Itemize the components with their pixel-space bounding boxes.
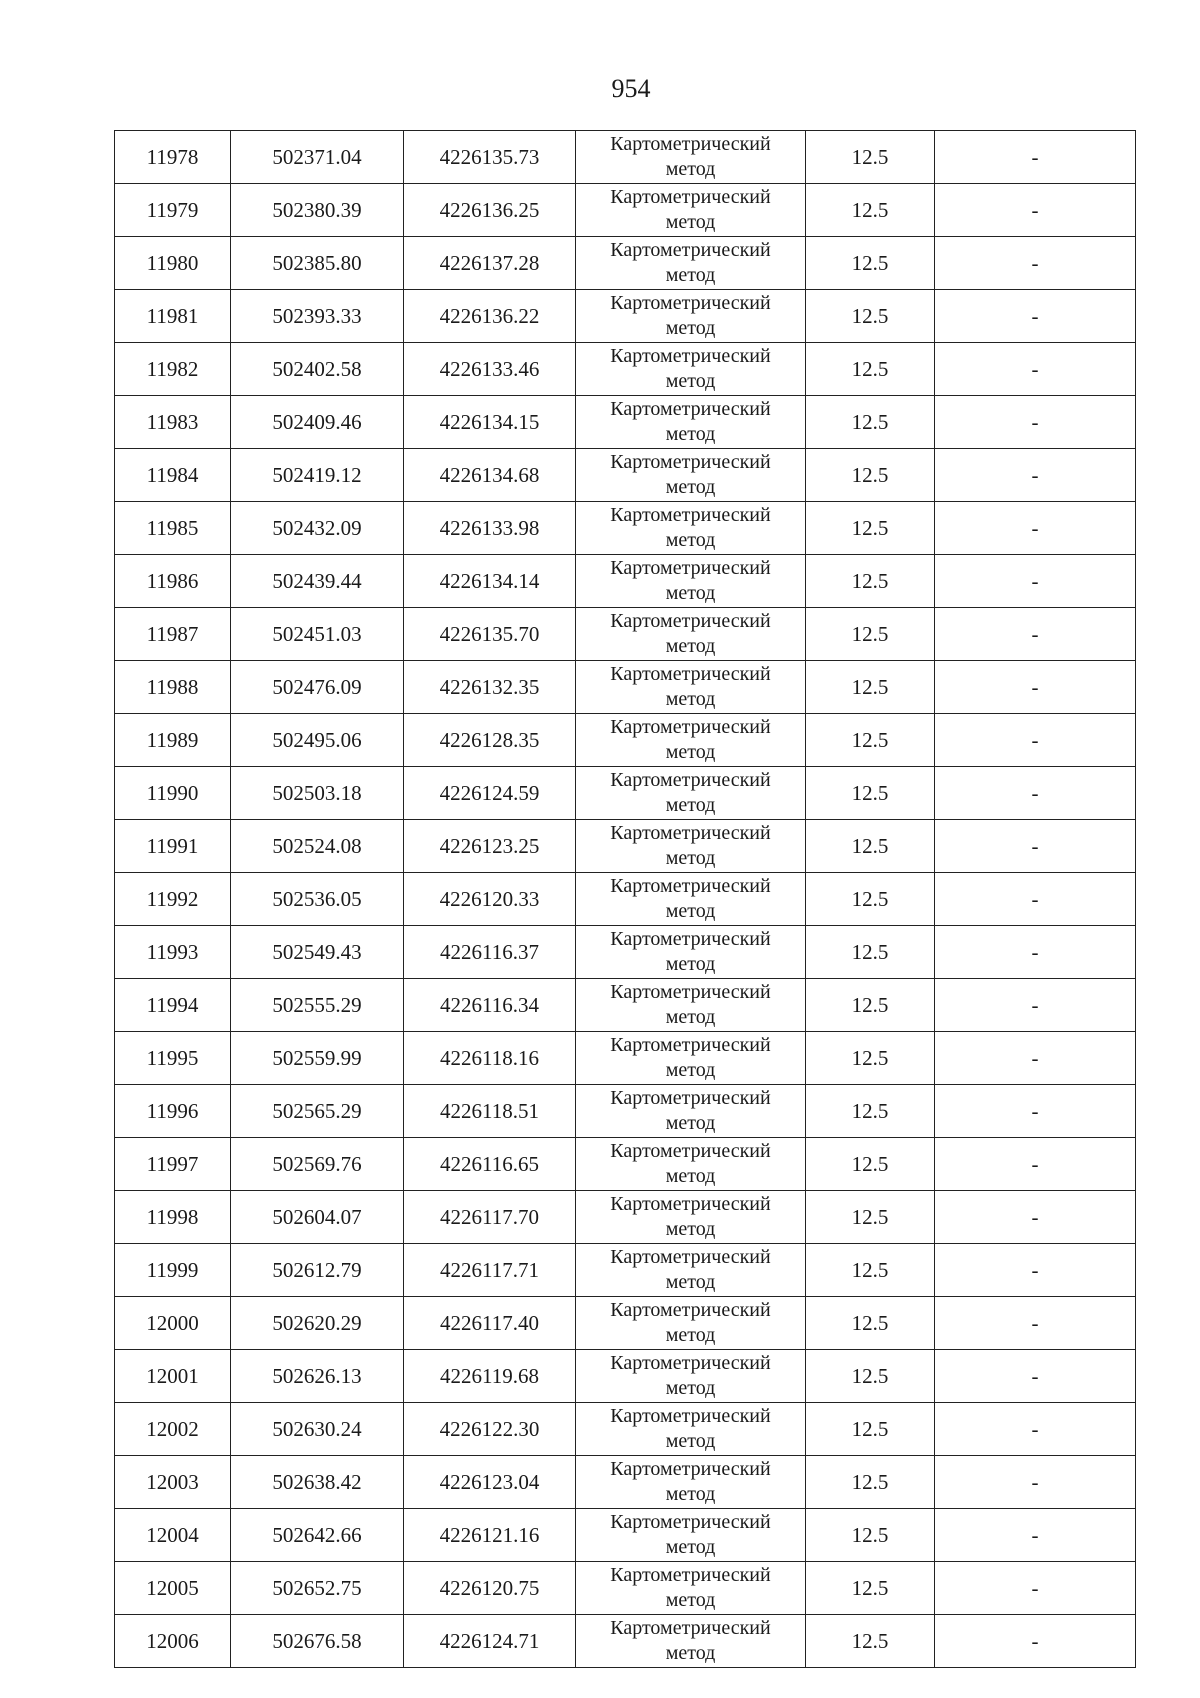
method-line-2: метод bbox=[665, 1058, 716, 1081]
table-row bbox=[115, 1456, 1136, 1509]
x-coordinate-cell: 502638.42 bbox=[231, 1456, 404, 1509]
accuracy-cell: 12.5 bbox=[806, 290, 935, 343]
accuracy-cell: 12.5 bbox=[806, 502, 935, 555]
method-line-1: Картометрический bbox=[610, 238, 771, 261]
method-line-1: Картометрический bbox=[610, 185, 771, 208]
method-cell bbox=[576, 290, 806, 343]
method-line-2: метод bbox=[665, 793, 716, 816]
y-coordinate-cell: 4226120.75 bbox=[404, 1562, 576, 1615]
point-number-cell: 11980 bbox=[115, 237, 231, 290]
method-cell bbox=[576, 1562, 806, 1615]
accuracy-cell: 12.5 bbox=[806, 926, 935, 979]
method-line-1: Картометрический bbox=[610, 715, 771, 738]
note-cell: - bbox=[935, 290, 1136, 343]
note-cell: - bbox=[935, 820, 1136, 873]
x-coordinate-cell: 502380.39 bbox=[231, 184, 404, 237]
note-cell: - bbox=[935, 979, 1136, 1032]
table-row bbox=[115, 767, 1136, 820]
point-number-cell: 11984 bbox=[115, 449, 231, 502]
note-cell: - bbox=[935, 1032, 1136, 1085]
y-coordinate-cell: 4226118.16 bbox=[404, 1032, 576, 1085]
method-line-1: Картометрический bbox=[610, 344, 771, 367]
table-row bbox=[115, 926, 1136, 979]
method-line-2: метод bbox=[665, 846, 716, 869]
x-coordinate-cell: 502439.44 bbox=[231, 555, 404, 608]
method-cell bbox=[576, 767, 806, 820]
method-cell bbox=[576, 1615, 806, 1668]
method-line-2: метод bbox=[665, 1429, 716, 1452]
accuracy-cell: 12.5 bbox=[806, 1085, 935, 1138]
y-coordinate-cell: 4226135.70 bbox=[404, 608, 576, 661]
x-coordinate-cell: 502626.13 bbox=[231, 1350, 404, 1403]
method-line-2: метод bbox=[665, 581, 716, 604]
table-row bbox=[115, 1138, 1136, 1191]
note-cell: - bbox=[935, 1509, 1136, 1562]
note-cell: - bbox=[935, 714, 1136, 767]
x-coordinate-cell: 502393.33 bbox=[231, 290, 404, 343]
table-row bbox=[115, 290, 1136, 343]
note-cell: - bbox=[935, 608, 1136, 661]
point-number-cell: 11987 bbox=[115, 608, 231, 661]
method-cell bbox=[576, 184, 806, 237]
accuracy-cell: 12.5 bbox=[806, 1138, 935, 1191]
method-cell bbox=[576, 502, 806, 555]
y-coordinate-cell: 4226137.28 bbox=[404, 237, 576, 290]
table-row bbox=[115, 449, 1136, 502]
y-coordinate-cell: 4226123.04 bbox=[404, 1456, 576, 1509]
table-row bbox=[115, 714, 1136, 767]
note-cell: - bbox=[935, 926, 1136, 979]
method-cell bbox=[576, 1032, 806, 1085]
method-line-1: Картометрический bbox=[610, 1192, 771, 1215]
method-line-1: Картометрический bbox=[610, 503, 771, 526]
point-number-cell: 12003 bbox=[115, 1456, 231, 1509]
method-line-1: Картометрический bbox=[610, 1298, 771, 1321]
method-cell bbox=[576, 555, 806, 608]
accuracy-cell: 12.5 bbox=[806, 1032, 935, 1085]
table-row bbox=[115, 237, 1136, 290]
method-line-2: метод bbox=[665, 687, 716, 710]
accuracy-cell: 12.5 bbox=[806, 1456, 935, 1509]
y-coordinate-cell: 4226117.70 bbox=[404, 1191, 576, 1244]
y-coordinate-cell: 4226116.65 bbox=[404, 1138, 576, 1191]
method-line-2: метод bbox=[665, 157, 716, 180]
table-row bbox=[115, 1297, 1136, 1350]
point-number-cell: 11990 bbox=[115, 767, 231, 820]
x-coordinate-cell: 502652.75 bbox=[231, 1562, 404, 1615]
x-coordinate-cell: 502524.08 bbox=[231, 820, 404, 873]
x-coordinate-cell: 502642.66 bbox=[231, 1509, 404, 1562]
y-coordinate-cell: 4226123.25 bbox=[404, 820, 576, 873]
method-cell bbox=[576, 1138, 806, 1191]
method-line-1: Картометрический bbox=[610, 609, 771, 632]
table-row bbox=[115, 661, 1136, 714]
x-coordinate-cell: 502371.04 bbox=[231, 131, 404, 184]
table-row bbox=[115, 555, 1136, 608]
x-coordinate-cell: 502419.12 bbox=[231, 449, 404, 502]
table-row bbox=[115, 184, 1136, 237]
x-coordinate-cell: 502620.29 bbox=[231, 1297, 404, 1350]
point-number-cell: 12006 bbox=[115, 1615, 231, 1668]
note-cell: - bbox=[935, 661, 1136, 714]
point-number-cell: 12005 bbox=[115, 1562, 231, 1615]
method-cell bbox=[576, 237, 806, 290]
y-coordinate-cell: 4226133.46 bbox=[404, 343, 576, 396]
method-line-1: Картометрический bbox=[610, 1510, 771, 1533]
y-coordinate-cell: 4226134.15 bbox=[404, 396, 576, 449]
method-cell bbox=[576, 1244, 806, 1297]
method-line-2: метод bbox=[665, 1164, 716, 1187]
method-cell bbox=[576, 1509, 806, 1562]
x-coordinate-cell: 502676.58 bbox=[231, 1615, 404, 1668]
method-cell bbox=[576, 714, 806, 767]
accuracy-cell: 12.5 bbox=[806, 184, 935, 237]
table-row bbox=[115, 396, 1136, 449]
method-cell bbox=[576, 1456, 806, 1509]
note-cell: - bbox=[935, 1138, 1136, 1191]
x-coordinate-cell: 502536.05 bbox=[231, 873, 404, 926]
method-line-2: метод bbox=[665, 1005, 716, 1028]
point-number-cell: 11998 bbox=[115, 1191, 231, 1244]
method-line-1: Картометрический bbox=[610, 1563, 771, 1586]
point-number-cell: 11994 bbox=[115, 979, 231, 1032]
method-line-1: Картометрический bbox=[610, 556, 771, 579]
x-coordinate-cell: 502409.46 bbox=[231, 396, 404, 449]
table-row bbox=[115, 1244, 1136, 1297]
x-coordinate-cell: 502612.79 bbox=[231, 1244, 404, 1297]
method-line-1: Картометрический bbox=[610, 450, 771, 473]
accuracy-cell: 12.5 bbox=[806, 555, 935, 608]
accuracy-cell: 12.5 bbox=[806, 1297, 935, 1350]
method-line-2: метод bbox=[665, 210, 716, 233]
method-line-2: метод bbox=[665, 263, 716, 286]
method-line-2: метод bbox=[665, 1588, 716, 1611]
y-coordinate-cell: 4226118.51 bbox=[404, 1085, 576, 1138]
method-line-1: Картометрический bbox=[610, 291, 771, 314]
accuracy-cell: 12.5 bbox=[806, 1244, 935, 1297]
method-line-1: Картометрический bbox=[610, 1139, 771, 1162]
x-coordinate-cell: 502565.29 bbox=[231, 1085, 404, 1138]
note-cell: - bbox=[935, 343, 1136, 396]
method-cell bbox=[576, 1085, 806, 1138]
x-coordinate-cell: 502385.80 bbox=[231, 237, 404, 290]
point-number-cell: 11995 bbox=[115, 1032, 231, 1085]
point-number-cell: 11993 bbox=[115, 926, 231, 979]
accuracy-cell: 12.5 bbox=[806, 1350, 935, 1403]
method-line-2: метод bbox=[665, 475, 716, 498]
method-cell bbox=[576, 873, 806, 926]
note-cell: - bbox=[935, 1244, 1136, 1297]
method-cell bbox=[576, 979, 806, 1032]
method-line-1: Картометрический bbox=[610, 1457, 771, 1480]
note-cell: - bbox=[935, 1297, 1136, 1350]
table-row bbox=[115, 1403, 1136, 1456]
point-number-cell: 11989 bbox=[115, 714, 231, 767]
x-coordinate-cell: 502476.09 bbox=[231, 661, 404, 714]
table-row bbox=[115, 131, 1136, 184]
x-coordinate-cell: 502451.03 bbox=[231, 608, 404, 661]
method-cell bbox=[576, 131, 806, 184]
method-line-1: Картометрический bbox=[610, 821, 771, 844]
accuracy-cell: 12.5 bbox=[806, 608, 935, 661]
accuracy-cell: 12.5 bbox=[806, 449, 935, 502]
x-coordinate-cell: 502604.07 bbox=[231, 1191, 404, 1244]
y-coordinate-cell: 4226116.34 bbox=[404, 979, 576, 1032]
method-cell bbox=[576, 608, 806, 661]
method-line-1: Картометрический bbox=[610, 1086, 771, 1109]
y-coordinate-cell: 4226120.33 bbox=[404, 873, 576, 926]
method-line-2: метод bbox=[665, 634, 716, 657]
method-cell bbox=[576, 820, 806, 873]
note-cell: - bbox=[935, 1350, 1136, 1403]
accuracy-cell: 12.5 bbox=[806, 767, 935, 820]
accuracy-cell: 12.5 bbox=[806, 873, 935, 926]
point-number-cell: 11988 bbox=[115, 661, 231, 714]
accuracy-cell: 12.5 bbox=[806, 1191, 935, 1244]
method-cell bbox=[576, 396, 806, 449]
coordinates-table bbox=[114, 130, 1136, 1668]
point-number-cell: 12004 bbox=[115, 1509, 231, 1562]
note-cell: - bbox=[935, 449, 1136, 502]
method-line-2: метод bbox=[665, 952, 716, 975]
note-cell: - bbox=[935, 555, 1136, 608]
accuracy-cell: 12.5 bbox=[806, 661, 935, 714]
method-line-1: Картометрический bbox=[610, 1245, 771, 1268]
x-coordinate-cell: 502630.24 bbox=[231, 1403, 404, 1456]
x-coordinate-cell: 502555.29 bbox=[231, 979, 404, 1032]
note-cell: - bbox=[935, 131, 1136, 184]
y-coordinate-cell: 4226124.71 bbox=[404, 1615, 576, 1668]
y-coordinate-cell: 4226117.71 bbox=[404, 1244, 576, 1297]
note-cell: - bbox=[935, 1456, 1136, 1509]
method-line-1: Картометрический bbox=[610, 132, 771, 155]
method-line-2: метод bbox=[665, 422, 716, 445]
method-line-1: Картометрический bbox=[610, 1616, 771, 1639]
y-coordinate-cell: 4226122.30 bbox=[404, 1403, 576, 1456]
y-coordinate-cell: 4226117.40 bbox=[404, 1297, 576, 1350]
note-cell: - bbox=[935, 396, 1136, 449]
y-coordinate-cell: 4226124.59 bbox=[404, 767, 576, 820]
method-line-2: метод bbox=[665, 740, 716, 763]
table-row bbox=[115, 1350, 1136, 1403]
method-cell bbox=[576, 926, 806, 979]
table-row bbox=[115, 1085, 1136, 1138]
point-number-cell: 11983 bbox=[115, 396, 231, 449]
point-number-cell: 11981 bbox=[115, 290, 231, 343]
method-line-2: метод bbox=[665, 369, 716, 392]
method-line-2: метод bbox=[665, 1641, 716, 1664]
y-coordinate-cell: 4226133.98 bbox=[404, 502, 576, 555]
accuracy-cell: 12.5 bbox=[806, 237, 935, 290]
table-row bbox=[115, 1509, 1136, 1562]
method-line-2: метод bbox=[665, 1376, 716, 1399]
y-coordinate-cell: 4226121.16 bbox=[404, 1509, 576, 1562]
accuracy-cell: 12.5 bbox=[806, 1562, 935, 1615]
accuracy-cell: 12.5 bbox=[806, 396, 935, 449]
x-coordinate-cell: 502503.18 bbox=[231, 767, 404, 820]
method-line-2: метод bbox=[665, 1535, 716, 1558]
x-coordinate-cell: 502402.58 bbox=[231, 343, 404, 396]
method-cell bbox=[576, 1403, 806, 1456]
y-coordinate-cell: 4226116.37 bbox=[404, 926, 576, 979]
method-cell bbox=[576, 1297, 806, 1350]
y-coordinate-cell: 4226132.35 bbox=[404, 661, 576, 714]
point-number-cell: 12002 bbox=[115, 1403, 231, 1456]
note-cell: - bbox=[935, 1191, 1136, 1244]
table-row bbox=[115, 608, 1136, 661]
accuracy-cell: 12.5 bbox=[806, 979, 935, 1032]
x-coordinate-cell: 502549.43 bbox=[231, 926, 404, 979]
y-coordinate-cell: 4226128.35 bbox=[404, 714, 576, 767]
coordinates-table-body bbox=[115, 131, 1136, 1668]
point-number-cell: 12001 bbox=[115, 1350, 231, 1403]
accuracy-cell: 12.5 bbox=[806, 343, 935, 396]
y-coordinate-cell: 4226119.68 bbox=[404, 1350, 576, 1403]
table-row bbox=[115, 873, 1136, 926]
point-number-cell: 11978 bbox=[115, 131, 231, 184]
note-cell: - bbox=[935, 1615, 1136, 1668]
method-line-2: метод bbox=[665, 528, 716, 551]
method-line-2: метод bbox=[665, 899, 716, 922]
note-cell: - bbox=[935, 1403, 1136, 1456]
y-coordinate-cell: 4226134.68 bbox=[404, 449, 576, 502]
table-row bbox=[115, 820, 1136, 873]
point-number-cell: 11986 bbox=[115, 555, 231, 608]
y-coordinate-cell: 4226134.14 bbox=[404, 555, 576, 608]
note-cell: - bbox=[935, 767, 1136, 820]
method-line-2: метод bbox=[665, 1111, 716, 1134]
method-cell bbox=[576, 661, 806, 714]
method-line-1: Картометрический bbox=[610, 1404, 771, 1427]
note-cell: - bbox=[935, 1085, 1136, 1138]
table-row bbox=[115, 343, 1136, 396]
table-row bbox=[115, 1562, 1136, 1615]
point-number-cell: 11992 bbox=[115, 873, 231, 926]
method-line-1: Картометрический bbox=[610, 662, 771, 685]
table-row bbox=[115, 1191, 1136, 1244]
x-coordinate-cell: 502495.06 bbox=[231, 714, 404, 767]
x-coordinate-cell: 502569.76 bbox=[231, 1138, 404, 1191]
y-coordinate-cell: 4226136.22 bbox=[404, 290, 576, 343]
method-line-2: метод bbox=[665, 1217, 716, 1240]
method-line-1: Картометрический bbox=[610, 980, 771, 1003]
point-number-cell: 11991 bbox=[115, 820, 231, 873]
point-number-cell: 11979 bbox=[115, 184, 231, 237]
method-line-1: Картометрический bbox=[610, 1351, 771, 1374]
point-number-cell: 11996 bbox=[115, 1085, 231, 1138]
page-number: 954 bbox=[611, 74, 651, 103]
y-coordinate-cell: 4226136.25 bbox=[404, 184, 576, 237]
method-line-1: Картометрический bbox=[610, 1033, 771, 1056]
point-number-cell: 11999 bbox=[115, 1244, 231, 1297]
method-cell bbox=[576, 1350, 806, 1403]
table-row bbox=[115, 1032, 1136, 1085]
note-cell: - bbox=[935, 184, 1136, 237]
table-row bbox=[115, 502, 1136, 555]
method-cell bbox=[576, 449, 806, 502]
note-cell: - bbox=[935, 873, 1136, 926]
accuracy-cell: 12.5 bbox=[806, 714, 935, 767]
x-coordinate-cell: 502432.09 bbox=[231, 502, 404, 555]
method-line-1: Картометрический bbox=[610, 397, 771, 420]
method-line-1: Картометрический bbox=[610, 768, 771, 791]
x-coordinate-cell: 502559.99 bbox=[231, 1032, 404, 1085]
accuracy-cell: 12.5 bbox=[806, 1403, 935, 1456]
point-number-cell: 11985 bbox=[115, 502, 231, 555]
note-cell: - bbox=[935, 1562, 1136, 1615]
method-line-1: Картометрический bbox=[610, 874, 771, 897]
method-line-2: метод bbox=[665, 1270, 716, 1293]
method-line-2: метод bbox=[665, 1482, 716, 1505]
table-row bbox=[115, 1615, 1136, 1668]
point-number-cell: 11997 bbox=[115, 1138, 231, 1191]
accuracy-cell: 12.5 bbox=[806, 1509, 935, 1562]
method-line-2: метод bbox=[665, 1323, 716, 1346]
method-cell bbox=[576, 343, 806, 396]
accuracy-cell: 12.5 bbox=[806, 131, 935, 184]
method-line-1: Картометрический bbox=[610, 927, 771, 950]
accuracy-cell: 12.5 bbox=[806, 820, 935, 873]
point-number-cell: 12000 bbox=[115, 1297, 231, 1350]
point-number-cell: 11982 bbox=[115, 343, 231, 396]
note-cell: - bbox=[935, 502, 1136, 555]
method-line-2: метод bbox=[665, 316, 716, 339]
method-cell bbox=[576, 1191, 806, 1244]
accuracy-cell: 12.5 bbox=[806, 1615, 935, 1668]
table-row bbox=[115, 979, 1136, 1032]
note-cell: - bbox=[935, 237, 1136, 290]
y-coordinate-cell: 4226135.73 bbox=[404, 131, 576, 184]
